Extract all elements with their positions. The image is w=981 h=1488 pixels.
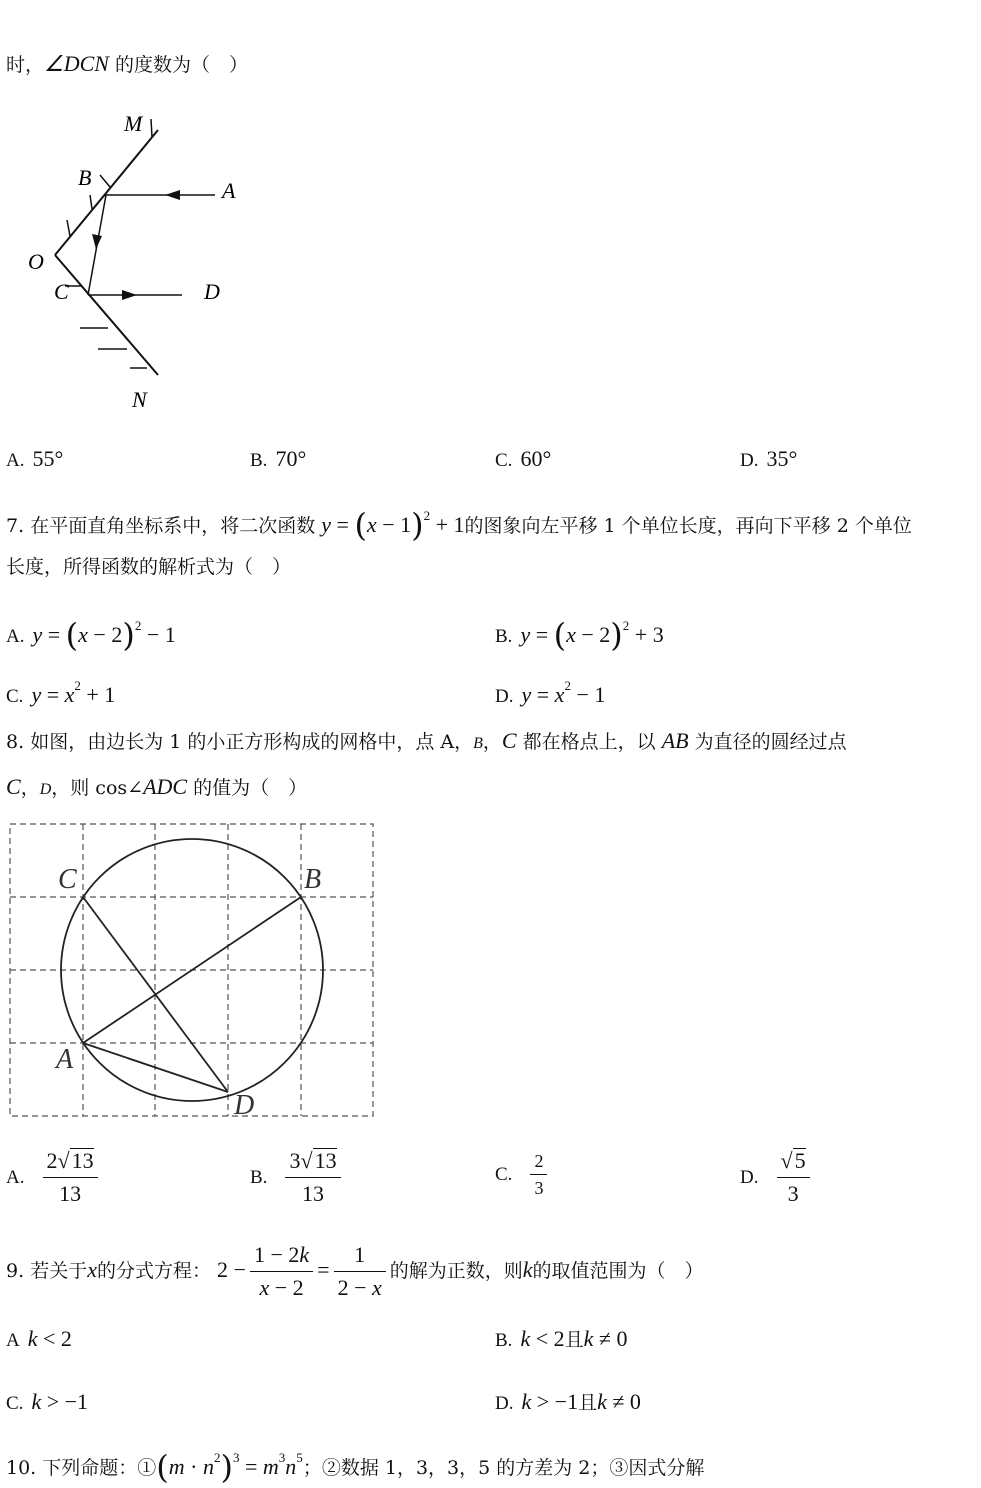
q6-label-n: N	[132, 387, 147, 412]
q7-option-a[interactable]: A. $y = (x - 2)^2 - 1$	[6, 616, 176, 654]
q8-grid-circle-figure	[8, 822, 378, 1122]
q8-number: 8.	[6, 731, 25, 753]
q8-segment-ab: AB	[661, 728, 689, 753]
q10-circled-1: ①	[137, 1457, 157, 1479]
q7-formula: $y = (x - 1)^2 + 1$	[321, 506, 465, 544]
q8-label-d: D	[234, 1090, 255, 1121]
q8-c: C	[6, 774, 21, 799]
q9-text3: 的解为正数，则	[389, 1260, 523, 1282]
q8-stem-line2	[6, 773, 307, 804]
q9-option-d-and: 且	[578, 1392, 598, 1414]
q9-number: 9.	[6, 1260, 25, 1282]
q9-stem	[6, 1238, 704, 1304]
q8-angle-adc: ADC	[143, 774, 188, 799]
q9-var-k: k	[522, 1257, 533, 1282]
q8-option-b[interactable]: B. $\frac{3√13}{13}$	[250, 1145, 345, 1210]
q8-stem-line1	[6, 727, 847, 758]
q6-label-o: O	[28, 249, 44, 274]
q6-stem-angle: ∠DCN	[44, 51, 109, 76]
q10-stem: 10. 下列命题：①(m · $n^2)^3 = m^3n^5$；②数据 1，3，3，5 的方差为 2；③因式分解	[6, 1448, 705, 1486]
q9-option-d[interactable]: D. k > −1且k ≠ 0	[495, 1389, 641, 1414]
q9-option-a[interactable]: A k < 2	[6, 1326, 72, 1351]
q7-number: 7.	[6, 515, 25, 537]
q10-number: 10.	[6, 1457, 37, 1479]
q8-option-c[interactable]: C. $\frac{2}{3}$	[495, 1148, 551, 1201]
q8-d: D	[39, 781, 52, 798]
q8-comma: ，	[482, 731, 502, 753]
q6-option-b[interactable]: B. 70°	[250, 446, 307, 471]
q10-text3: 因式分解	[628, 1457, 705, 1479]
q7-stem-line1	[6, 497, 912, 545]
q6-label-d: D	[204, 279, 220, 304]
q10-circled-2: ②	[321, 1457, 341, 1479]
q8-option-a[interactable]: A. $\frac{2√13}{13}$	[6, 1145, 102, 1210]
q9-option-c[interactable]: C. k > −1	[6, 1389, 89, 1414]
q10-circled-3: ③	[609, 1457, 629, 1479]
q7-text1: 在平面直角坐标系中，将二次函数	[30, 515, 316, 537]
q8-point-b: B	[473, 735, 483, 752]
q7-text3: 长度，所得函数的解析式为（ ）	[6, 556, 292, 578]
q9-text4: 的取值范围为（ ）	[532, 1260, 704, 1282]
q9-option-b[interactable]: B. k < 2且k ≠ 0	[495, 1326, 628, 1351]
q9-text1: 若关于	[30, 1260, 88, 1282]
q9-var-x: x	[87, 1257, 97, 1282]
q6-label-c: C	[54, 279, 69, 304]
q9-equation: 2 − $\frac{1 - 2k}{x - 2}$ = $\frac{1}{2 - x}$	[217, 1257, 390, 1282]
q8-text2f: 的值为（ ）	[187, 777, 308, 799]
q8-text1: 如图，由边长为 1 的小正方形构成的网格中，点 A，	[30, 731, 474, 753]
q6-option-a[interactable]: A. 55°	[6, 446, 64, 471]
q6-label-a: A	[222, 178, 236, 203]
q10-text1: 下列命题：	[42, 1457, 138, 1479]
q8-cos: ，则 cos∠	[51, 777, 144, 799]
q8-text1e: 都在格点上，以	[516, 731, 662, 753]
q10-formula: $(m \cdot n^2)^3 = m^3n^5$	[156, 1448, 303, 1486]
q8-option-d[interactable]: D. $\frac{√5}{3}$	[740, 1145, 814, 1210]
q8-point-c: C	[501, 728, 517, 753]
q8-comma2: ，	[20, 777, 40, 799]
q9-option-b-and: 且	[564, 1329, 584, 1351]
q8-label-b: B	[304, 864, 322, 895]
q7-stem-line2	[6, 553, 291, 581]
q6-mirror-figure	[20, 105, 260, 415]
q6-option-d[interactable]: D. 35°	[740, 446, 798, 471]
q6-label-b: B	[78, 165, 92, 190]
q6-stem-suffix: 的度数为（ ）	[108, 54, 249, 76]
q6-label-m: M	[124, 111, 143, 136]
q7-option-b[interactable]: B. $y = (x - 2)^2 + 3$	[495, 616, 664, 654]
q6-stem	[6, 50, 248, 79]
q7-option-d[interactable]: D. $y = x^2 - 1$	[495, 678, 606, 707]
q10-text2: 数据 1，3，3，5 的方差为 2；	[340, 1457, 610, 1479]
q7-text2: 的图象向左平移 1 个单位长度，再向下平移 2 个单位	[464, 515, 912, 537]
q7-option-c[interactable]: C. $y = x^2 + 1$	[6, 678, 116, 707]
q8-label-c: C	[58, 864, 77, 895]
q8-label-a: A	[56, 1044, 74, 1075]
q6-option-c[interactable]: C. 60°	[495, 446, 552, 471]
q9-text2: 的分式方程：	[96, 1260, 211, 1282]
q6-stem-prefix: 时，	[6, 54, 45, 76]
q8-text1g: 为直径的圆经过点	[688, 731, 847, 753]
